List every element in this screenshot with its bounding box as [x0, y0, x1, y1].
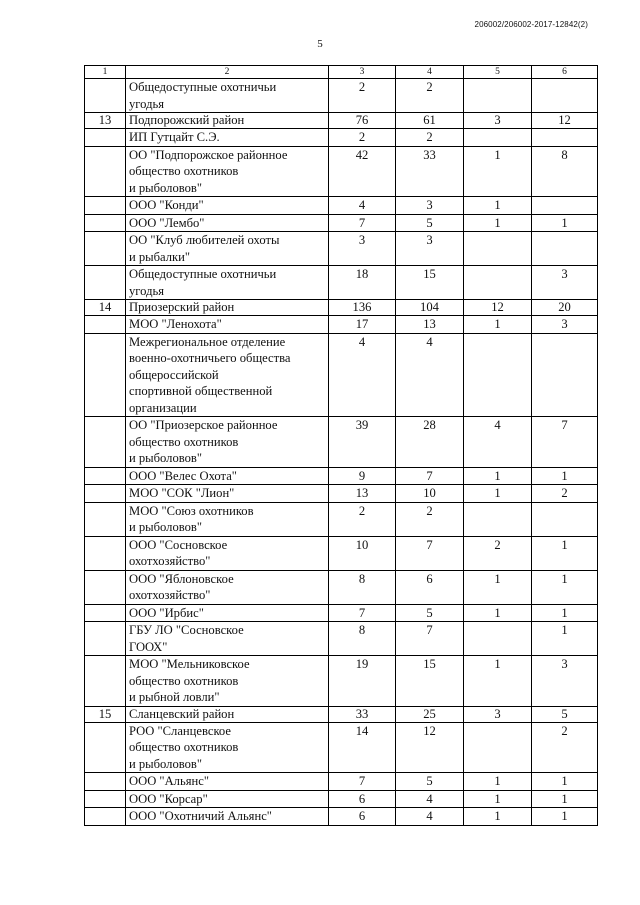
col3-value-cell: 2 [329, 502, 396, 536]
col6-value-cell [532, 79, 598, 113]
row-number-cell [85, 722, 126, 773]
organization-name-cell: Сланцевский район [126, 706, 329, 722]
col3-value-cell: 42 [329, 146, 396, 197]
col6-value-cell: 1 [532, 773, 598, 791]
table-row [85, 146, 598, 197]
organization-name-cell: ГБУ ЛО "Сосновское ГООХ" [126, 622, 329, 656]
col3-value-cell: 4 [329, 333, 396, 417]
row-number-cell [85, 790, 126, 808]
col4-value-cell: 15 [396, 656, 464, 707]
col6-value-cell [532, 232, 598, 266]
col3-value-cell: 136 [329, 300, 396, 316]
document-id: 206002/206002-2017-12842(2) [474, 20, 588, 29]
col3-value-cell: 10 [329, 536, 396, 570]
organization-name-cell: ООО "Охотничий Альянс" [126, 808, 329, 826]
col6-value-cell: 20 [532, 300, 598, 316]
col4-value-cell: 5 [396, 773, 464, 791]
row-number-cell [85, 604, 126, 622]
col3-value-cell: 33 [329, 706, 396, 722]
organization-name-cell: ООО "Сосновское охотхозяйство" [126, 536, 329, 570]
col6-value-cell: 1 [532, 214, 598, 232]
col4-value-cell: 3 [396, 232, 464, 266]
col6-value-cell: 8 [532, 146, 598, 197]
col5-value-cell: 1 [464, 570, 532, 604]
organization-name-cell: ОО "Приозерское районное общество охотников и рыболовов" [126, 417, 329, 468]
row-number-cell [85, 656, 126, 707]
col5-value-cell [464, 333, 532, 417]
col5-value-cell: 1 [464, 790, 532, 808]
row-number-cell [85, 197, 126, 215]
col3-value-cell: 14 [329, 722, 396, 773]
col6-value-cell: 2 [532, 485, 598, 503]
row-number-cell: 14 [85, 300, 126, 316]
table-row [85, 79, 598, 113]
col3-value-cell: 7 [329, 604, 396, 622]
row-number-cell [85, 79, 126, 113]
organization-name-cell: ООО "Альянс" [126, 773, 329, 791]
col5-value-cell [464, 722, 532, 773]
col5-value-cell: 3 [464, 706, 532, 722]
col3-value-cell: 17 [329, 316, 396, 334]
col6-value-cell [532, 333, 598, 417]
table-row [85, 656, 598, 707]
organization-name-cell: ИП Гутцайт С.Э. [126, 129, 329, 147]
col5-value-cell: 1 [464, 197, 532, 215]
col3-value-cell: 2 [329, 129, 396, 147]
row-number-cell [85, 146, 126, 197]
col3-value-cell: 7 [329, 214, 396, 232]
organization-name-cell: ООО "Корсар" [126, 790, 329, 808]
col5-value-cell [464, 266, 532, 300]
col4-value-cell: 5 [396, 604, 464, 622]
col5-value-cell: 12 [464, 300, 532, 316]
row-number-cell [85, 536, 126, 570]
row-number-cell [85, 485, 126, 503]
row-number-cell [85, 316, 126, 334]
col6-value-cell: 5 [532, 706, 598, 722]
organization-name-cell: ООО "Велес Охота" [126, 467, 329, 485]
col3-value-cell: 76 [329, 113, 396, 129]
row-number-cell [85, 773, 126, 791]
table-row [85, 773, 598, 791]
col4-value-cell: 33 [396, 146, 464, 197]
table-row-region [85, 113, 598, 129]
organization-name-cell: Подпорожский район [126, 113, 329, 129]
organization-name-cell: Приозерский район [126, 300, 329, 316]
row-number-cell [85, 232, 126, 266]
col3-value-cell: 9 [329, 467, 396, 485]
col3-value-cell: 4 [329, 197, 396, 215]
column-header: 4 [396, 66, 464, 79]
row-number-cell [85, 129, 126, 147]
row-number-cell [85, 214, 126, 232]
col4-value-cell: 28 [396, 417, 464, 468]
table-row-region [85, 300, 598, 316]
column-header: 3 [329, 66, 396, 79]
organization-name-cell: МОО "Ленохота" [126, 316, 329, 334]
col5-value-cell: 1 [464, 808, 532, 826]
row-number-cell [85, 266, 126, 300]
col4-value-cell: 4 [396, 790, 464, 808]
col4-value-cell: 7 [396, 622, 464, 656]
col5-value-cell: 1 [464, 467, 532, 485]
organization-name-cell: Общедоступные охотничьи угодья [126, 79, 329, 113]
row-number-cell [85, 502, 126, 536]
col6-value-cell: 12 [532, 113, 598, 129]
col6-value-cell: 1 [532, 467, 598, 485]
col5-value-cell [464, 622, 532, 656]
col6-value-cell: 1 [532, 790, 598, 808]
col3-value-cell: 39 [329, 417, 396, 468]
col5-value-cell: 2 [464, 536, 532, 570]
table-row [85, 536, 598, 570]
table-row [85, 622, 598, 656]
col4-value-cell: 12 [396, 722, 464, 773]
col3-value-cell: 6 [329, 790, 396, 808]
organization-name-cell: МОО "СОК "Лион" [126, 485, 329, 503]
col4-value-cell: 61 [396, 113, 464, 129]
col5-value-cell [464, 502, 532, 536]
table-row [85, 722, 598, 773]
column-header: 5 [464, 66, 532, 79]
table-row [85, 604, 598, 622]
col6-value-cell: 3 [532, 656, 598, 707]
col3-value-cell: 7 [329, 773, 396, 791]
col3-value-cell: 8 [329, 570, 396, 604]
table-row-region [85, 706, 598, 722]
col4-value-cell: 13 [396, 316, 464, 334]
col5-value-cell: 1 [464, 214, 532, 232]
table-row [85, 333, 598, 417]
organization-name-cell: ООО "Яблоновское охотхозяйство" [126, 570, 329, 604]
col5-value-cell: 1 [464, 316, 532, 334]
organization-name-cell: Межрегиональное отделение военно-охотничьего общества общероссийской спортивной общественной организации [126, 333, 329, 417]
page-number: 5 [317, 38, 323, 50]
col6-value-cell [532, 197, 598, 215]
col4-value-cell: 10 [396, 485, 464, 503]
col5-value-cell: 4 [464, 417, 532, 468]
column-header: 1 [85, 66, 126, 79]
row-number-cell: 13 [85, 113, 126, 129]
col5-value-cell [464, 232, 532, 266]
table-row [85, 485, 598, 503]
col3-value-cell: 18 [329, 266, 396, 300]
col6-value-cell: 1 [532, 604, 598, 622]
col5-value-cell: 1 [464, 773, 532, 791]
col6-value-cell: 3 [532, 316, 598, 334]
table-row [85, 570, 598, 604]
table-row [85, 232, 598, 266]
col6-value-cell: 3 [532, 266, 598, 300]
col6-value-cell [532, 129, 598, 147]
col6-value-cell: 1 [532, 622, 598, 656]
col4-value-cell: 4 [396, 808, 464, 826]
row-number-cell: 15 [85, 706, 126, 722]
col4-value-cell: 7 [396, 536, 464, 570]
organization-name-cell: МОО "Союз охотников и рыболовов" [126, 502, 329, 536]
organization-name-cell: РОО "Сланцевское общество охотников и рыболовов" [126, 722, 329, 773]
col6-value-cell: 1 [532, 570, 598, 604]
col6-value-cell: 1 [532, 808, 598, 826]
col4-value-cell: 15 [396, 266, 464, 300]
col5-value-cell: 1 [464, 146, 532, 197]
organization-name-cell: ООО "Ирбис" [126, 604, 329, 622]
col3-value-cell: 6 [329, 808, 396, 826]
col4-value-cell: 2 [396, 502, 464, 536]
table-row [85, 129, 598, 147]
col3-value-cell: 3 [329, 232, 396, 266]
table-row [85, 467, 598, 485]
col5-value-cell [464, 79, 532, 113]
organization-name-cell: ООО "Лембо" [126, 214, 329, 232]
col5-value-cell: 1 [464, 485, 532, 503]
table-row [85, 808, 598, 826]
col6-value-cell: 2 [532, 722, 598, 773]
col3-value-cell: 8 [329, 622, 396, 656]
col4-value-cell: 5 [396, 214, 464, 232]
col4-value-cell: 3 [396, 197, 464, 215]
col4-value-cell: 2 [396, 79, 464, 113]
row-number-cell [85, 417, 126, 468]
table-row [85, 316, 598, 334]
hunting-grounds-table [84, 65, 598, 826]
col4-value-cell: 25 [396, 706, 464, 722]
col5-value-cell [464, 129, 532, 147]
table-row [85, 502, 598, 536]
col4-value-cell: 7 [396, 467, 464, 485]
organization-name-cell: Общедоступные охотничьи угодья [126, 266, 329, 300]
col6-value-cell: 1 [532, 536, 598, 570]
row-number-cell [85, 622, 126, 656]
col3-value-cell: 13 [329, 485, 396, 503]
table-row [85, 266, 598, 300]
row-number-cell [85, 467, 126, 485]
column-header: 2 [126, 66, 329, 79]
organization-name-cell: МОО "Мельниковское общество охотников и рыбной ловли" [126, 656, 329, 707]
col6-value-cell: 7 [532, 417, 598, 468]
col4-value-cell: 2 [396, 129, 464, 147]
table-row [85, 417, 598, 468]
organization-name-cell: ООО "Конди" [126, 197, 329, 215]
organization-name-cell: ОО "Подпорожское районное общество охотников и рыболовов" [126, 146, 329, 197]
col3-value-cell: 2 [329, 79, 396, 113]
column-header: 6 [532, 66, 598, 79]
col5-value-cell: 1 [464, 656, 532, 707]
col4-value-cell: 6 [396, 570, 464, 604]
organization-name-cell: ОО "Клуб любителей охоты и рыбалки" [126, 232, 329, 266]
col5-value-cell: 3 [464, 113, 532, 129]
col5-value-cell: 1 [464, 604, 532, 622]
row-number-cell [85, 570, 126, 604]
table-row [85, 214, 598, 232]
row-number-cell [85, 333, 126, 417]
col6-value-cell [532, 502, 598, 536]
row-number-cell [85, 808, 126, 826]
table-row [85, 197, 598, 215]
table-header-row [85, 66, 598, 79]
col4-value-cell: 4 [396, 333, 464, 417]
table-row [85, 790, 598, 808]
col3-value-cell: 19 [329, 656, 396, 707]
col4-value-cell: 104 [396, 300, 464, 316]
